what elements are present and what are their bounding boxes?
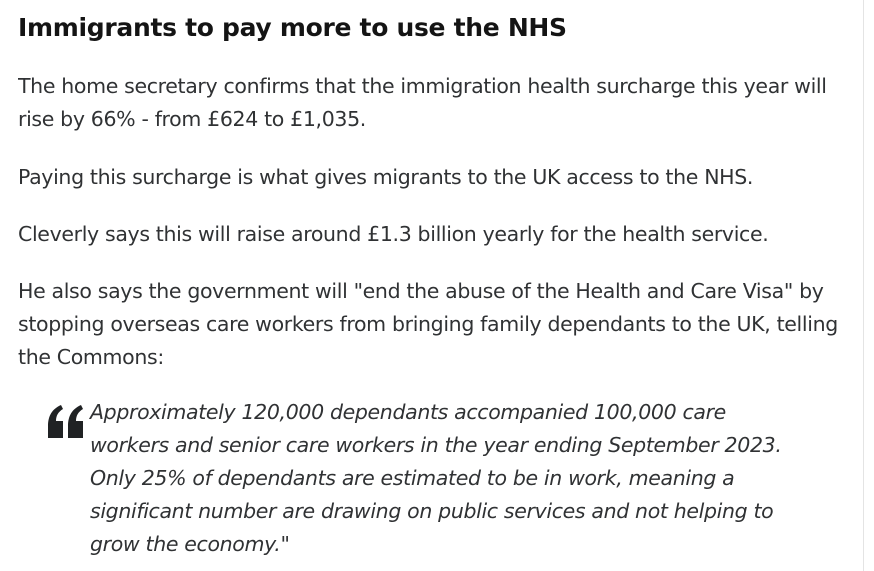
paragraph-nhs-access: Paying this surcharge is what gives migrants to the UK access to the NHS. [18, 165, 754, 189]
quote-text: Approximately 120,000 dependants accompanied 100,000 care workers and senior care workers in the year ending September 2023. Only 25% of dependants are estimated to be in work, meaning a significant number are drawing on public services and not helping to grow the economy." [90, 400, 782, 556]
post-headline: Immigrants to pay more to use the NHS [18, 13, 567, 42]
paragraph-care-visa: He also says the government will "end the abuse of the Health and Care Visa" by stopping overseas care workers from bringing family dependants to the UK, telling the Commons: [18, 279, 838, 369]
live-post [18, 0, 858, 571]
paragraph-revenue: Cleverly says this will raise around £1.3 billion yearly for the health service. [18, 222, 769, 246]
quote-mark-icon [46, 404, 86, 438]
paragraph-surcharge-rise: The home secretary confirms that the immigration health surcharge this year will rise by 66% - from £624 to £1,035. [18, 74, 827, 131]
column-divider [863, 0, 864, 571]
blockquote [46, 396, 786, 566]
